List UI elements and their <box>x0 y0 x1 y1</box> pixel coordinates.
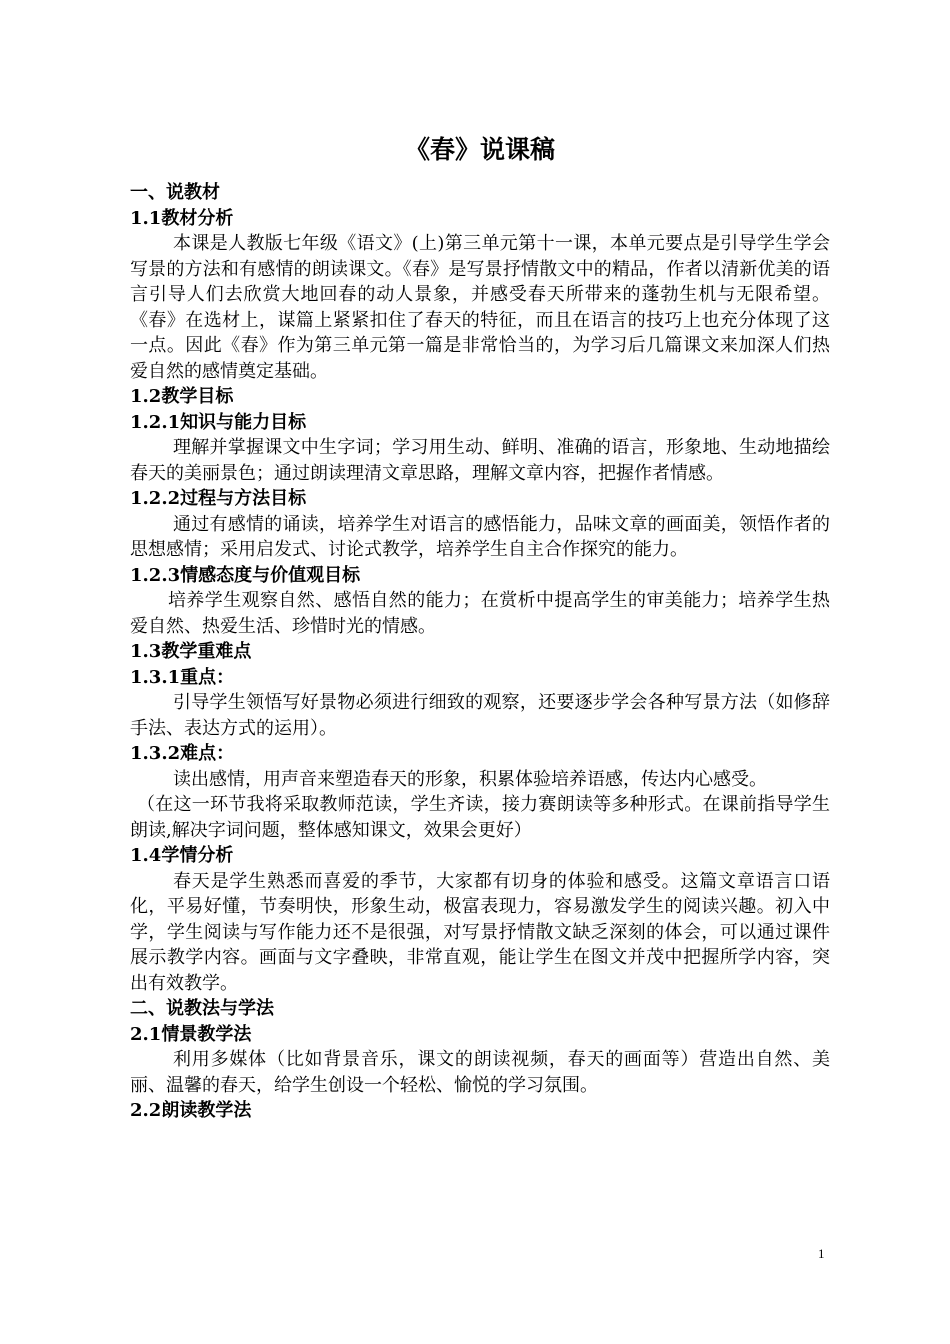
subsection-heading: 2.2朗读教学法 <box>130 1100 252 1121</box>
paragraph: 春天是学生熟悉而喜爱的季节，大家都有切身的体验和感受。这篇文章语言口语化，平易好懂，节奏明快，形象生动，极富表现力，容易激发学生的阅读兴趣。初入中学，学生阅读与写作能力还不是很强，对写景抒情散文缺乏深刻的体会，可以通过课件展示教学内容。画面与文字叠映，非常直观，能让学生在图文并茂中把握所学内容，突出有效教学。 <box>130 870 830 994</box>
document-title: 《春》说课稿 <box>404 135 555 164</box>
paragraph: 利用多媒体（比如背景音乐，课文的朗读视频，春天的画面等）营造出自然、美丽、温馨的春天，给学生创设一个轻松、愉悦的学习氛围。 <box>130 1049 830 1096</box>
subsection-heading: 1.3.2难点： <box>130 743 235 764</box>
document-body <box>130 132 830 1124</box>
page-number: 1 <box>818 1246 825 1261</box>
subsection-heading: 1.2.2过程与方法目标 <box>130 488 307 509</box>
paragraph: 培养学生观察自然、感悟自然的能力；在赏析中提高学生的审美能力；培养学生热爱自然、热爱生活、珍惜时光的情感。 <box>130 590 830 637</box>
section-heading: 二、说教法与学法 <box>130 998 274 1019</box>
subsection-heading: 1.2.3情感态度与价值观目标 <box>130 564 361 586</box>
subsection-heading: 1.2教学目标 <box>130 386 234 407</box>
paragraph: 引导学生领悟写好景物必须进行细致的观察，还要逐步学会各种写景方法（如修辞手法、表达方式的运用）。 <box>130 692 830 739</box>
subsection-heading: 1.3.1重点： <box>130 666 235 688</box>
subsection-heading: 1.3教学重难点 <box>130 641 252 662</box>
paragraph: 本课是人教版七年级《语文》(上)第三单元第十一课，本单元要点是引导学生学会写景的方法和有感情的朗读课文。《春》是写景抒情散文中的精品，作者以清新优美的语言引导人们去欣赏大地回春的动人景象，并感受春天所带来的蓬勃生机与无限希望。《春》在选材上，谋篇上紧紧扣住了春天的特征，而且在语言的技巧上也充分体现了这一点。因此《春》作为第三单元第一篇是非常恰当的，为学习后几篇课文来加深人们热爱自然的感情奠定基础。 <box>130 233 830 382</box>
paragraph: 通过有感情的诵读，培养学生对语言的感悟能力，品味文章的画面美，领悟作者的思想感情；采用启发式、讨论式教学，培养学生自主合作探究的能力。 <box>130 513 830 560</box>
subsection-heading: 2.1情景教学法 <box>130 1023 252 1045</box>
subsection-heading: 1.4学情分析 <box>130 845 234 866</box>
section-heading: 一、说教材 <box>130 182 220 203</box>
subsection-heading: 1.2.1知识与能力目标 <box>130 411 307 433</box>
paragraph-note: （在这一环节我将采取教师范读，学生齐读，接力赛朗读等多种形式。在课前指导学生朗读,解决字词问题，整体感知课文，效果会更好） <box>130 794 830 841</box>
subsection-heading: 1.1教材分析 <box>130 207 234 229</box>
paragraph: 读出感情，用声音来塑造春天的形象，积累体验培养语感，传达内心感受。 <box>173 768 767 790</box>
paragraph: 理解并掌握课文中生字词；学习用生动、鲜明、准确的语言，形象地、生动地描绘春天的美丽景色；通过朗读理清文章思路，理解文章内容，把握作者情感。 <box>130 437 830 484</box>
